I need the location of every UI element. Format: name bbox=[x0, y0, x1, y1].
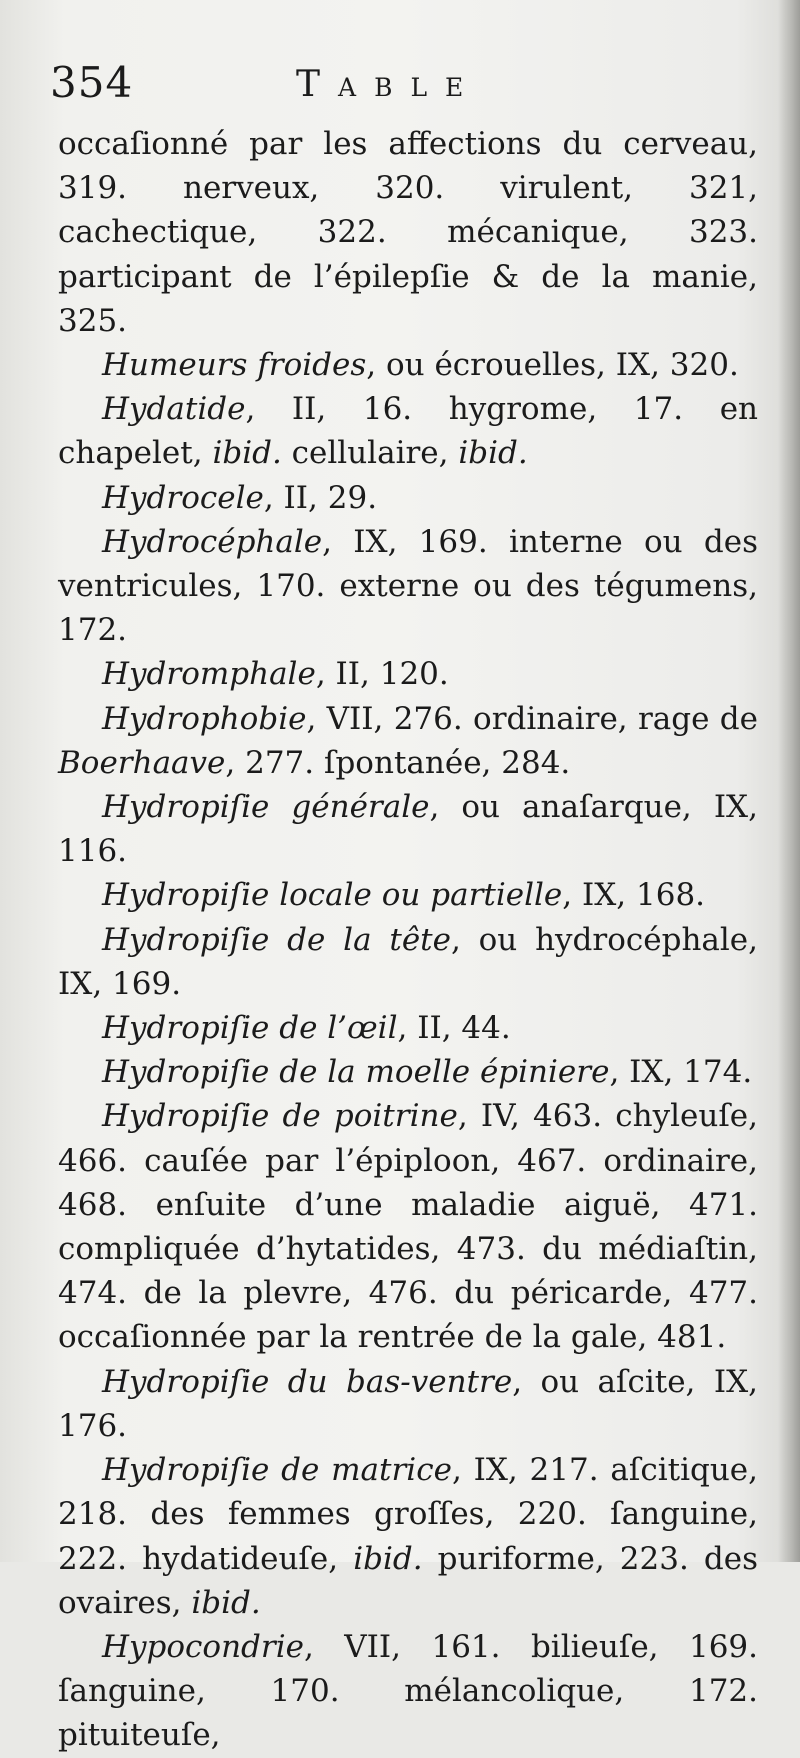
entry-text: , II, 29. bbox=[263, 479, 378, 516]
entry-term: Hydropiſie locale ou partielle bbox=[102, 877, 563, 914]
entry-text: , IV, 463. chyleuſe, 466. cauſée par l’épiploon, 467. ordinaire, 468. enſuite d’une maladie aiguë, 471. compliquée d’hytatides, 473. du médiaſtin, 474. de la plevre, 476. du péricarde, 477. occaſionnée par la rentrée de la gale, 481. bbox=[58, 1098, 758, 1356]
index-entry bbox=[58, 343, 758, 387]
entry-term: Hydropiſie de l’œil bbox=[102, 1010, 398, 1047]
entry-term: Hydatide bbox=[102, 391, 246, 428]
index-entry bbox=[58, 785, 758, 873]
index-entry bbox=[58, 918, 758, 1006]
entry-term: Hydrocéphale bbox=[102, 523, 323, 560]
entry-text: , IX, 168. bbox=[562, 877, 706, 914]
entry-term: Hydrocele bbox=[102, 479, 264, 516]
index-entry bbox=[58, 1006, 758, 1050]
index-entry bbox=[58, 476, 758, 520]
entry-text: , ou écrouelles, IX, 320. bbox=[366, 347, 739, 384]
index-entry bbox=[58, 520, 758, 653]
index-entry bbox=[58, 1050, 758, 1094]
entry-term: Hypocondrie bbox=[102, 1628, 304, 1665]
entry-term: Hydromphale bbox=[102, 656, 316, 693]
entry-term: Hydropiſie de la tête bbox=[102, 921, 451, 958]
index-entry bbox=[58, 652, 758, 696]
entry-term: Hydropiſie de poitrine bbox=[102, 1098, 458, 1135]
entry-text: ibid. bbox=[353, 1540, 423, 1577]
entry-term: Hydropiſie de matrice bbox=[102, 1452, 452, 1489]
page-header bbox=[50, 58, 750, 118]
index-entry bbox=[58, 1448, 758, 1625]
entry-text: , 277. ſpontanée, 284. bbox=[225, 744, 571, 781]
entry-term: Humeurs froides bbox=[102, 347, 367, 384]
index-entry bbox=[58, 1625, 758, 1758]
entry-term: Hydropiſie générale bbox=[102, 789, 430, 826]
page-edge-shadow bbox=[778, 0, 800, 1562]
entry-text: ibid. bbox=[191, 1584, 261, 1621]
entry-text: , II, 120. bbox=[315, 656, 449, 693]
entry-text: , II, 44. bbox=[397, 1010, 511, 1047]
index-entry bbox=[58, 1360, 758, 1448]
page-number: 354 bbox=[50, 58, 134, 107]
entry-text: , ou anaſarque, IX, 116. bbox=[58, 789, 758, 870]
entry-text: ibid. bbox=[212, 435, 282, 472]
entry-text: , IX, 217. aſcitique, 218. des femmes groſſes, 220. ſanguine, 222. hydatideuſe, bbox=[58, 1452, 758, 1577]
entry-text: , ou aſcite, IX, 176. bbox=[58, 1363, 758, 1444]
entry-text: , VII, 161. bilieuſe, 169. ſanguine, 170. mélancolique, 172. pituiteuſe, bbox=[58, 1628, 758, 1754]
entry-text: , VII, 276. ordinaire, rage de bbox=[306, 700, 758, 737]
entry-term: Hydropiſie de la moelle épiniere bbox=[102, 1054, 610, 1091]
entry-text: occaſionné par les affections du cerveau, 319. nerveux, 320. virulent, 321, cachectique, 322. mécanique, 323. participant de l’épilepſie & de la manie, 325. bbox=[58, 126, 758, 339]
index-entry bbox=[58, 122, 758, 343]
index-entries bbox=[58, 122, 758, 1758]
entry-text: , IX, 169. interne ou des ventricules, 170. externe ou des tégumens, 172. bbox=[58, 523, 758, 649]
index-entry bbox=[58, 873, 758, 917]
entry-text: puriforme, 223. des ovaires, bbox=[58, 1540, 758, 1621]
index-entry bbox=[58, 387, 758, 475]
entry-term: Hydropiſie du bas-ventre bbox=[102, 1363, 513, 1400]
entry-term: Hydrophobie bbox=[102, 700, 307, 737]
entry-text: cellulaire, bbox=[281, 435, 459, 472]
index-entry bbox=[58, 697, 758, 785]
running-title: Table bbox=[296, 64, 482, 105]
entry-text: ibid. bbox=[458, 435, 528, 472]
index-entry bbox=[58, 1094, 758, 1359]
entry-text: Boerhaave bbox=[58, 744, 226, 781]
entry-text: , ou hydrocéphale, IX, 169. bbox=[58, 921, 758, 1002]
entry-text: , IX, 174. bbox=[609, 1054, 753, 1091]
entry-text: , II, 16. hygrome, 17. en chapelet, bbox=[58, 391, 758, 472]
